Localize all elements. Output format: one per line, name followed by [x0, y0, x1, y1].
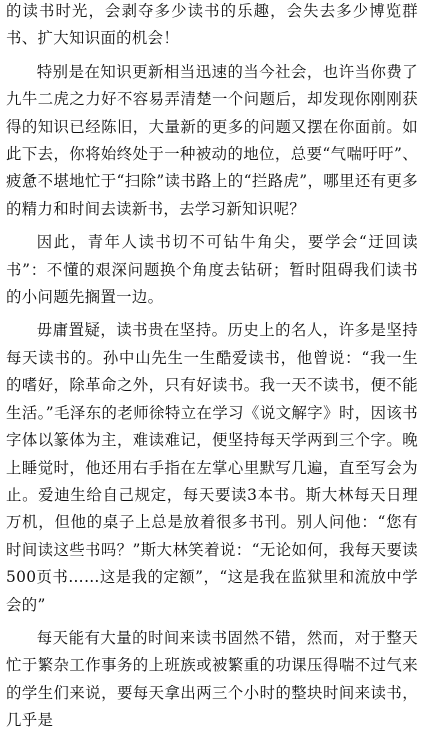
paragraph-1: 的读书时光，会剥夺多少读书的乐趣，会失去多少博览群书、扩大知识面的机会！ [6, 2, 418, 48]
paragraph-3: 因此，青年人读书切不可钻牛角尖，要学会“迂回读书”：不懂的艰深问题换个角度去钻研；暂时阻碍我们读书的小问题先搁置一边。 [6, 233, 418, 307]
book-page [6, 0, 418, 741]
paragraph-2: 特别是在知识更新相当迅速的当今社会，也许当你费了九牛二虎之力好不容易弄清楚一个问题后，却发现你刚刚获得的知识已经陈旧，大量新的更多的问题又摆在你面前。如此下去，你将始终处于一种被动的地位，总要“气喘吁吁”、疲惫不堪地忙于“扫除”读书路上的“拦路虎”，哪里还有更多的精力和时间去读新书，去学习新知识呢？ [6, 62, 418, 218]
paragraph-5: 每天能有大量的时间来读书固然不错，然而，对于整天忙于繁杂工作事务的上班族或被繁重的功课压得喘不过气来的学生们来说，要每天拿出两三个小时的整块时间来读书，几乎是 [6, 628, 418, 730]
paragraph-4: 毋庸置疑，读书贵在坚持。历史上的名人，许多是坚持每天读书的。孙中山先生一生酷爱读书，他曾说：“我一生的嗜好，除革命之外，只有好读书。我一天不读书，便不能生活。”毛泽东的老师徐特立在学习《说文解字》时，因该书字体以篆体为主，难读难记，便坚持每天学两到三个字。晚上睡觉时，他还用右手指在左掌心里默写几遍，直至写会为止。爱迪生给自己规定，每天要读3本书。斯大林每天日理万机，但他的桌子上总是放着很多书刊。别人问他：“您有时间读这些书吗？”斯大林笑着说：“无论如何，我每天要读500页书……这是我的定额”，“这是我在监狱里和流放中学会的” [6, 321, 418, 614]
